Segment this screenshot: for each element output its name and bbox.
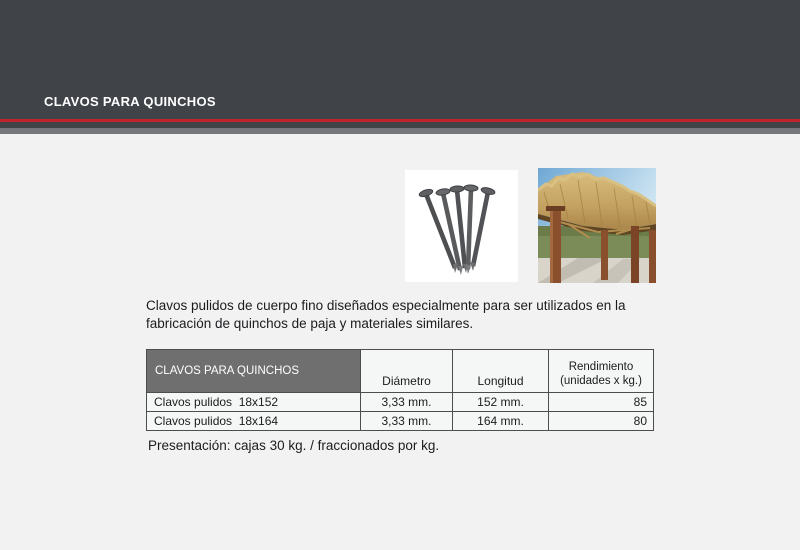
product-diametro: 3,33 mm. — [361, 393, 453, 412]
product-rendimiento: 80 — [549, 412, 654, 431]
table-title-cell: CLAVOS PARA QUINCHOS — [147, 350, 361, 393]
nails-image — [405, 170, 518, 282]
table-row — [147, 412, 654, 431]
page-title: CLAVOS PARA QUINCHOS — [44, 94, 216, 109]
column-header-rendimiento — [549, 350, 654, 393]
product-longitud: 152 mm. — [453, 393, 549, 412]
table-header-row — [147, 350, 654, 393]
column-header-diametro: Diámetro — [361, 350, 453, 393]
spec-table — [146, 349, 654, 431]
product-longitud: 164 mm. — [453, 412, 549, 431]
nails-illustration — [405, 170, 518, 282]
table-row — [147, 393, 654, 412]
quincho-illustration — [538, 168, 656, 283]
column-header-longitud: Longitud — [453, 350, 549, 393]
gray-divider — [0, 128, 800, 134]
quincho-photo — [538, 168, 656, 283]
product-name: Clavos pulidos 18x164 — [147, 412, 361, 431]
top-banner — [0, 0, 800, 128]
product-diametro: 3,33 mm. — [361, 412, 453, 431]
product-rendimiento: 85 — [549, 393, 654, 412]
red-divider — [0, 119, 800, 122]
presentation-note: Presentación: cajas 30 kg. / fraccionados por kg. — [148, 438, 440, 453]
product-name: Clavos pulidos 18x152 — [147, 393, 361, 412]
rendimiento-line2: (unidades x kg.) — [560, 374, 642, 387]
product-description: Clavos pulidos de cuerpo fino diseñados especialmente para ser utilizados en la fabricación de quinchos de paja y materiales similares. — [146, 298, 626, 331]
rendimiento-line1: Rendimiento — [568, 361, 634, 373]
